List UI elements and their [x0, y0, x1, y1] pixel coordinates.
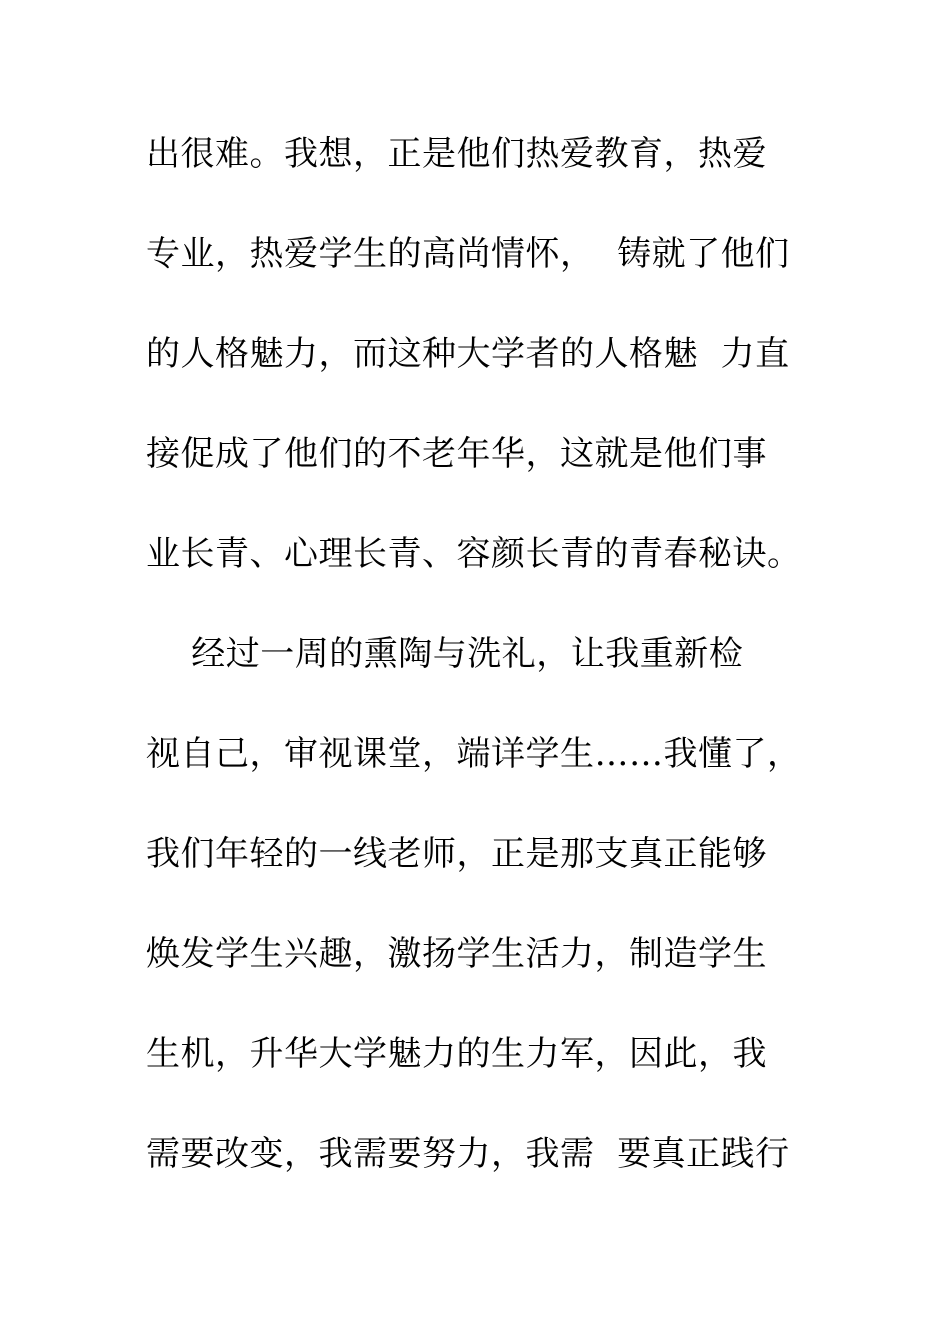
text-line: 接促成了他们的不老年华，这就是他们事: [146, 434, 767, 474]
text-line: 的人格魅力，而这种大学者的人格魅 力直: [146, 334, 790, 374]
paragraph-start-line: 经过一周的熏陶与洗礼，让我重新检: [146, 634, 744, 674]
text-line: 需要改变，我需要努力，我需 要真正践行: [146, 1134, 790, 1174]
text-line: 专业，热爱学生的高尚情怀， 铸就了他们: [146, 234, 790, 274]
body-text: [146, 126, 806, 1226]
text-line: 我们年轻的一线老师，正是那支真正能够: [146, 834, 767, 874]
text-line: 生机，升华大学魅力的生力军，因此，我: [146, 1034, 767, 1074]
text-line: 视自己，审视课堂，端详学生……我懂了，: [146, 734, 802, 774]
text-line: 出很难。我想，正是他们热爱教育，热爱: [146, 134, 767, 174]
text-line: 焕发学生兴趣，激扬学生活力，制造学生: [146, 934, 767, 974]
text-line: 业长青、心理长青、容颜长青的青春秘诀。: [146, 534, 802, 574]
